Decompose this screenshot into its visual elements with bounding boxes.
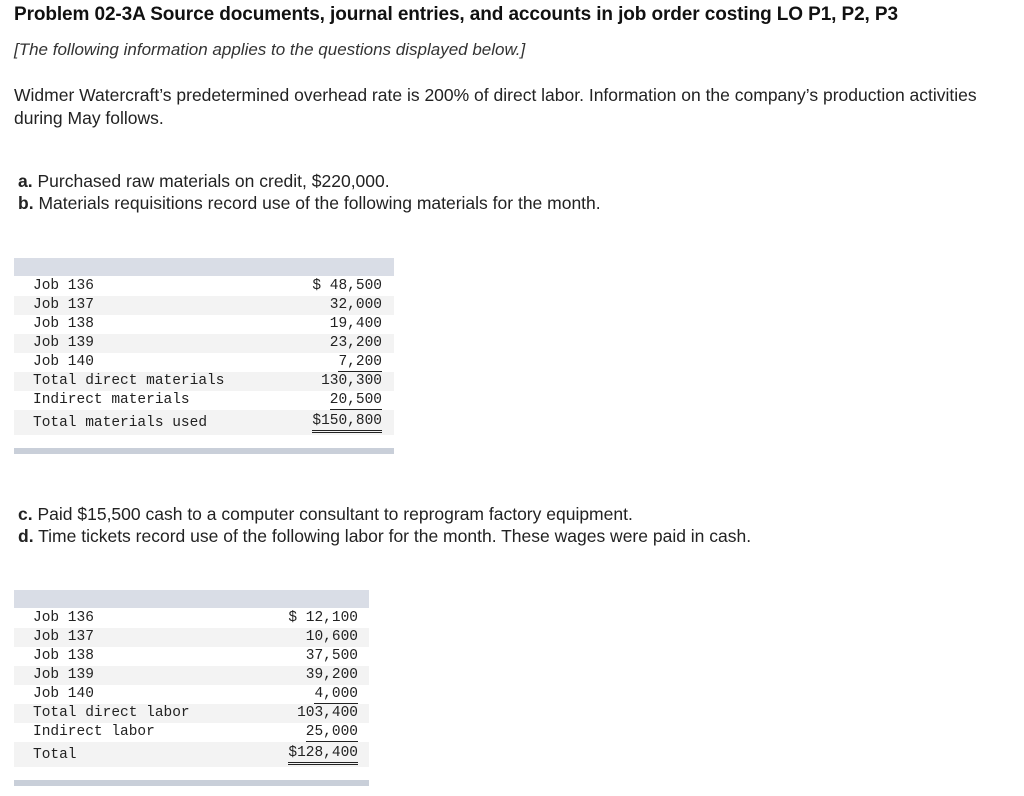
table-row [14,666,369,685]
row-value: 32,000 [329,297,382,313]
table-row [14,315,394,334]
row-value: $ 12,100 [288,610,358,626]
table-row [14,723,369,742]
row-value [306,724,358,740]
item-d [18,526,751,547]
problem-title: Problem 02-3A Source documents, journal entries, and accounts in job order costing LO P1, P2, P3 [14,4,898,25]
row-value: 23,200 [329,335,382,351]
table-row [14,296,394,315]
table-row [14,334,394,353]
item-b-letter: b. [18,193,34,213]
item-a [18,171,390,192]
table-row [14,410,394,435]
row-label: Job 139 [33,667,94,683]
row-value-text: $128,400 [288,745,358,765]
item-d-text: Time tickets record use of the following labor for the month. These wages were paid in cash. [38,526,752,546]
item-a-text: Purchased raw materials on credit, $220,000. [37,171,390,191]
row-label: Job 138 [33,648,94,664]
item-a-letter: a. [18,171,33,191]
row-label: Job 136 [33,610,94,626]
materials-table-footer [14,448,394,454]
row-label: Total materials used [33,415,208,431]
row-value-text: 25,000 [305,724,358,740]
row-value: 39,200 [305,667,358,683]
item-c [18,504,633,525]
row-value-text: 7,200 [338,354,382,370]
row-label: Indirect materials [33,392,190,408]
row-label: Total direct materials [33,373,225,389]
row-value [330,392,382,408]
labor-table-footer [14,780,369,786]
table-row [14,742,369,767]
materials-table-header [14,258,394,276]
table-row [14,372,394,391]
problem-subtitle: [The following information applies to the questions displayed below.] [14,40,526,59]
table-row [14,391,394,410]
row-value: 37,500 [305,648,358,664]
row-label: Total direct labor [33,705,190,721]
row-value-text: 4,000 [314,686,358,702]
row-label: Job 136 [33,278,94,294]
table-row [14,647,369,666]
table-row [14,353,394,372]
row-value: 130,300 [321,373,382,389]
row-label: Total [33,747,77,763]
row-value [314,686,358,702]
item-b [18,193,601,214]
row-value [338,354,382,370]
row-label: Job 139 [33,335,94,351]
labor-table-header [14,590,369,608]
row-value: 103,400 [297,705,358,721]
problem-intro: Widmer Watercraft’s predetermined overhead rate is 200% of direct labor. Information on the company’s production activities during May follows. [14,85,977,128]
row-value: 19,400 [329,316,382,332]
table-row [14,685,369,704]
row-label: Job 140 [33,686,94,702]
item-b-text: Materials requisitions record use of the following materials for the month. [38,193,601,213]
row-value: 10,600 [305,629,358,645]
item-c-text: Paid $15,500 cash to a computer consultant to reprogram factory equipment. [37,504,633,524]
row-label: Job 138 [33,316,94,332]
table-row [14,704,369,723]
labor-table [14,590,369,786]
row-value-text: $150,800 [312,413,382,433]
row-value [288,745,358,761]
row-value: $ 48,500 [312,278,382,294]
row-label: Indirect labor [33,724,155,740]
row-label: Job 137 [33,297,94,313]
item-c-letter: c. [18,504,33,524]
row-value-text: 20,500 [329,392,382,408]
row-label: Job 137 [33,629,94,645]
table-row [14,277,394,296]
table-row [14,628,369,647]
materials-table [14,258,394,454]
row-label: Job 140 [33,354,94,370]
row-value [312,413,382,429]
table-row [14,609,369,628]
item-d-letter: d. [18,526,34,546]
